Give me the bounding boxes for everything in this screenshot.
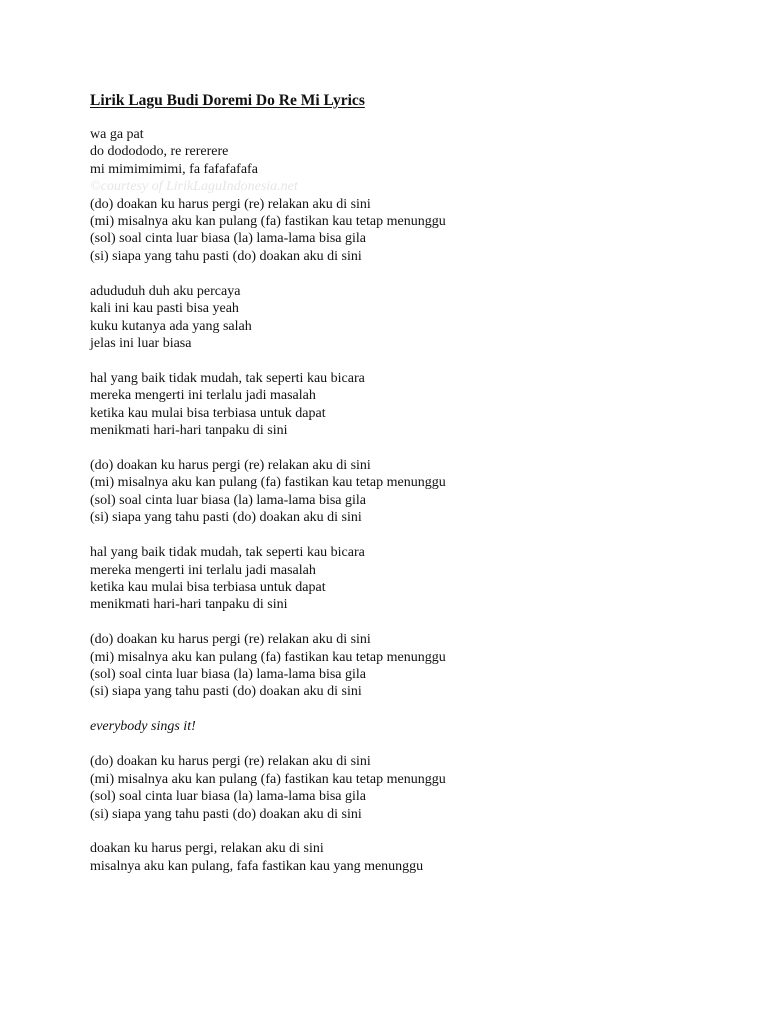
lyric-line: (mi) misalnya aku kan pulang (fa) fastikan kau tetap menunggu: [90, 214, 446, 230]
lyric-line: (sol) soal cinta luar biasa (la) lama-lama bisa gila: [90, 492, 367, 508]
lyric-line: wa ga pat: [90, 127, 144, 142]
lyric-line: mereka mengerti ini terlalu jadi masalah: [90, 388, 316, 404]
lyric-line: (do) doakan ku harus pergi (re) relakan aku di sini: [90, 754, 371, 770]
lyric-line: hal yang baik tidak mudah, tak seperti kau bicara: [90, 545, 365, 561]
stanza-chorus-3: [90, 753, 730, 823]
stanza-chorus-2: [90, 631, 730, 701]
lyric-line: kuku kutanya ada yang salah: [90, 318, 252, 334]
lyric-line: doakan ku harus pergi, relakan aku di sini: [90, 841, 324, 857]
lyric-line: hal yang baik tidak mudah, tak seperti kau bicara: [90, 370, 365, 386]
document-title: Lirik Lagu Budi Doremi Do Re Mi Lyrics: [90, 92, 365, 109]
stanza-outro: [90, 840, 730, 875]
lyric-line: (si) siapa yang tahu pasti (do) doakan aku di sini: [90, 806, 362, 822]
document-page: [90, 92, 730, 893]
lyric-line: jelas ini luar biasa: [90, 335, 192, 351]
lyric-line: mi mimimimimi, fa fafafafafa: [90, 161, 258, 177]
stanza-chorus-1: [90, 457, 730, 527]
lyric-line-italic: everybody sings it!: [90, 719, 196, 735]
stanza-verse-2: [90, 370, 730, 440]
stanza-verse-1: [90, 283, 730, 353]
stanza-interlude: [90, 718, 730, 735]
lyric-line: (do) doakan ku harus pergi (re) relakan aku di sini: [90, 196, 371, 212]
lyric-line: misalnya aku kan pulang, fafa fastikan kau yang menunggu: [90, 858, 424, 874]
lyric-line: adududuh duh aku percaya: [90, 283, 241, 299]
lyric-line: menikmati hari-hari tanpaku di sini: [90, 423, 288, 439]
lyric-line: (sol) soal cinta luar biasa (la) lama-lama bisa gila: [90, 231, 367, 247]
watermark-text: ©courtesy of LirikLaguIndonesia.net: [90, 179, 298, 195]
lyric-line: (sol) soal cinta luar biasa (la) lama-lama bisa gila: [90, 789, 367, 805]
lyric-line: (do) doakan ku harus pergi (re) relakan aku di sini: [90, 632, 371, 648]
lyric-line: menikmati hari-hari tanpaku di sini: [90, 597, 288, 613]
lyric-line: (mi) misalnya aku kan pulang (fa) fastikan kau tetap menunggu: [90, 475, 446, 491]
lyric-line: (mi) misalnya aku kan pulang (fa) fastikan kau tetap menunggu: [90, 649, 446, 665]
stanza-intro: [90, 126, 730, 265]
lyric-line: (si) siapa yang tahu pasti (do) doakan aku di sini: [90, 510, 362, 526]
lyric-line: do dodododo, re rererere: [90, 144, 229, 160]
lyric-line: (do) doakan ku harus pergi (re) relakan aku di sini: [90, 458, 371, 473]
stanza-verse-3: [90, 544, 730, 614]
lyric-line: ketika kau mulai bisa terbiasa untuk dapat: [90, 579, 326, 595]
lyric-line: ketika kau mulai bisa terbiasa untuk dapat: [90, 405, 326, 421]
lyric-line: (sol) soal cinta luar biasa (la) lama-lama bisa gila: [90, 667, 367, 683]
lyric-line: (si) siapa yang tahu pasti (do) doakan aku di sini: [90, 248, 362, 264]
lyric-line: (mi) misalnya aku kan pulang (fa) fastikan kau tetap menunggu: [90, 771, 446, 787]
lyric-line: (si) siapa yang tahu pasti (do) doakan aku di sini: [90, 684, 362, 700]
lyric-line: kali ini kau pasti bisa yeah: [90, 301, 239, 317]
lyric-line: mereka mengerti ini terlalu jadi masalah: [90, 562, 316, 578]
